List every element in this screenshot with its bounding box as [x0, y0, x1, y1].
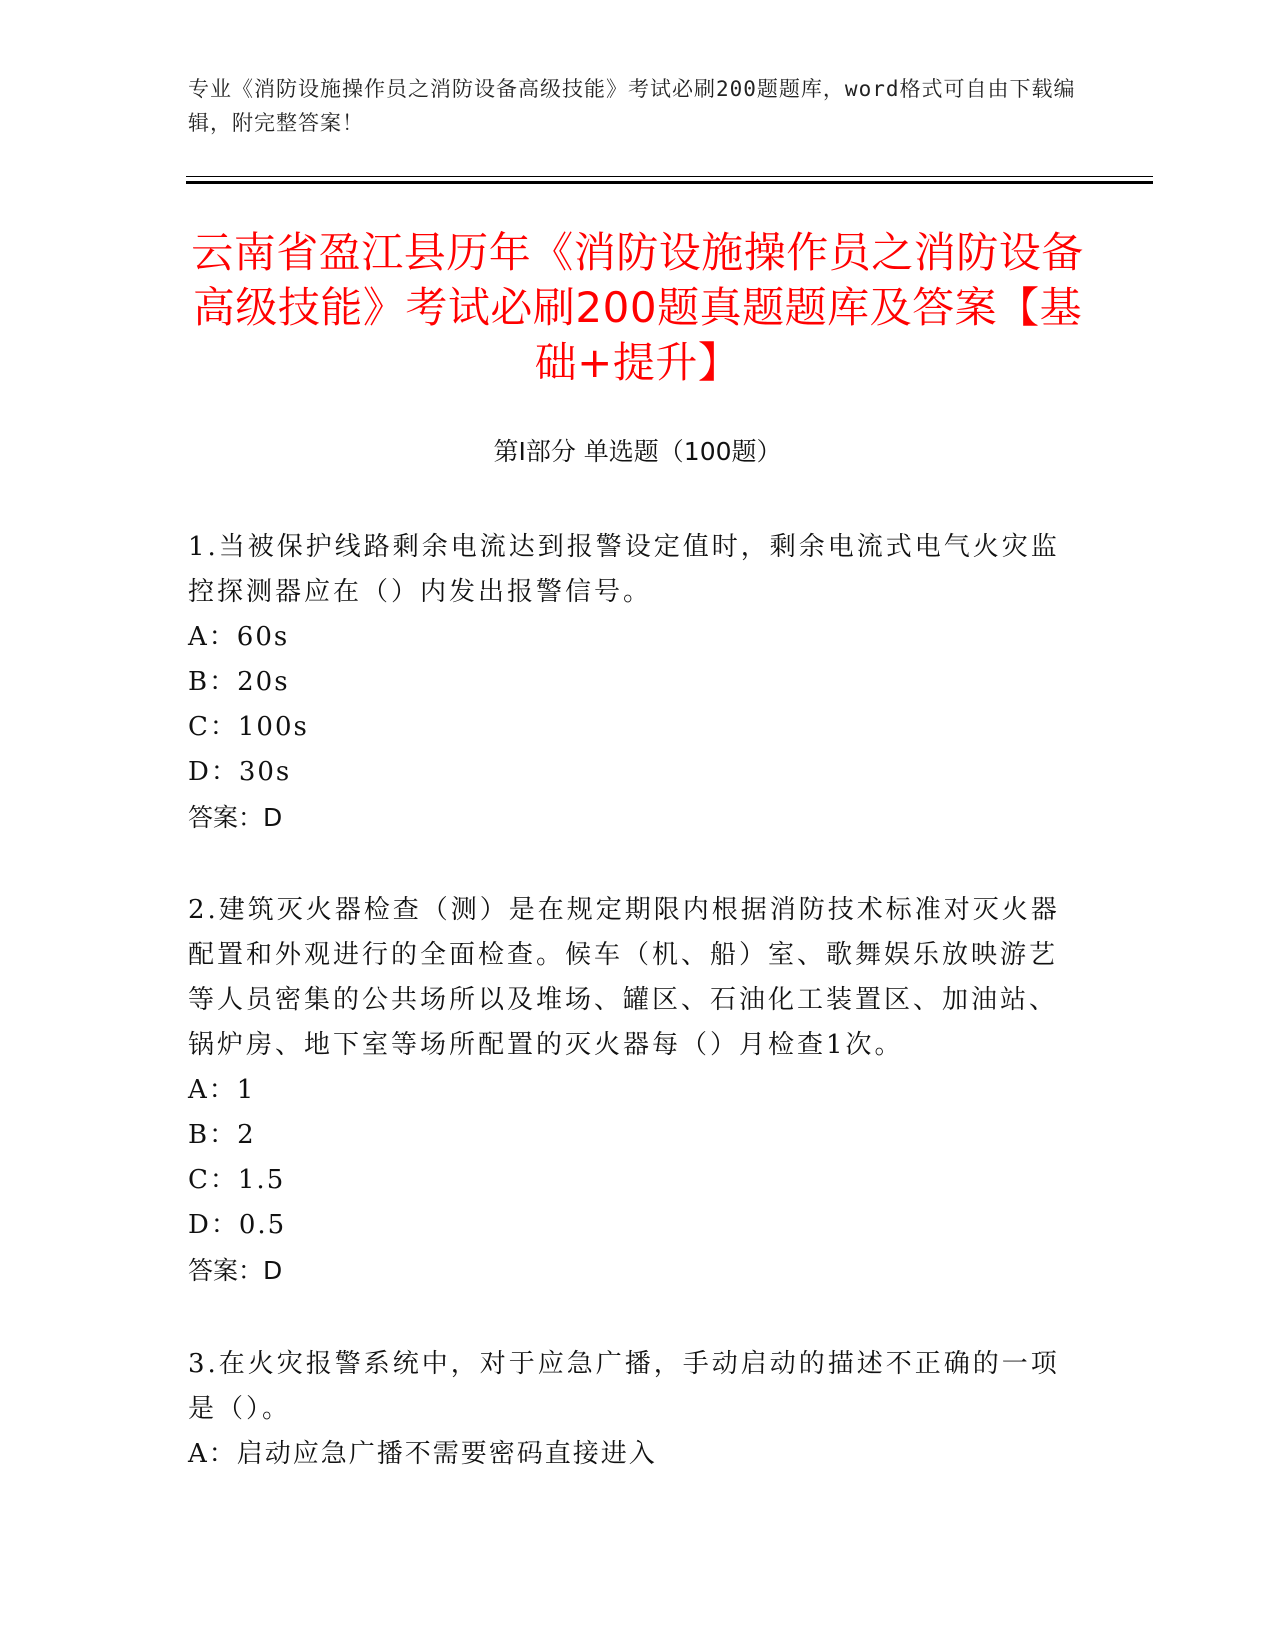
- option-d: D：0.5: [188, 1210, 287, 1240]
- option-d: D：30s: [188, 757, 292, 787]
- header-divider-thin: [186, 176, 1153, 177]
- question-2: [188, 888, 1068, 1293]
- answer-line: 答案：D: [188, 803, 283, 832]
- section-title: 第Ⅰ部分 单选题（100题）: [493, 437, 782, 466]
- question-stem: 1.当被保护线路剩余电流达到报警设定值时，剩余电流式电气火灾监控探测器应在（）内发出报警信号。: [188, 532, 1060, 607]
- question-3: [188, 1342, 1068, 1477]
- option-c: C：1.5: [188, 1165, 286, 1195]
- option-a: A：1: [188, 1075, 256, 1105]
- header-divider-thick: [186, 181, 1153, 184]
- answer-line: 答案：D: [188, 1256, 283, 1285]
- question-stem: 2.建筑灭火器检查（测）是在规定期限内根据消防技术标准对灭火器配置和外观进行的全面检查。候车（机、船）室、歌舞娱乐放映游艺等人员密集的公共场所以及堆场、罐区、石油化工装置区、加油站、锅炉房、地下室等场所配置的灭火器每（）月检查1次。: [188, 895, 1060, 1060]
- option-a: A：60s: [188, 622, 290, 652]
- option-b: B：2: [188, 1120, 256, 1150]
- header-note: 专业《消防设施操作员之消防设备高级技能》考试必刷200题题库，word格式可自由下载编辑，附完整答案！: [188, 77, 1076, 135]
- question-stem: 3.在火灾报警系统中，对于应急广播，手动启动的描述不正确的一项是（）。: [188, 1349, 1060, 1424]
- option-c: C：100s: [188, 712, 309, 742]
- option-b: B：20s: [188, 667, 290, 697]
- option-a: A：启动应急广播不需要密码直接进入: [188, 1439, 657, 1469]
- question-1: [188, 525, 1068, 840]
- document-title: 云南省盈江县历年《消防设施操作员之消防设备高级技能》考试必刷200题真题题库及答案【基础+提升】: [191, 228, 1084, 387]
